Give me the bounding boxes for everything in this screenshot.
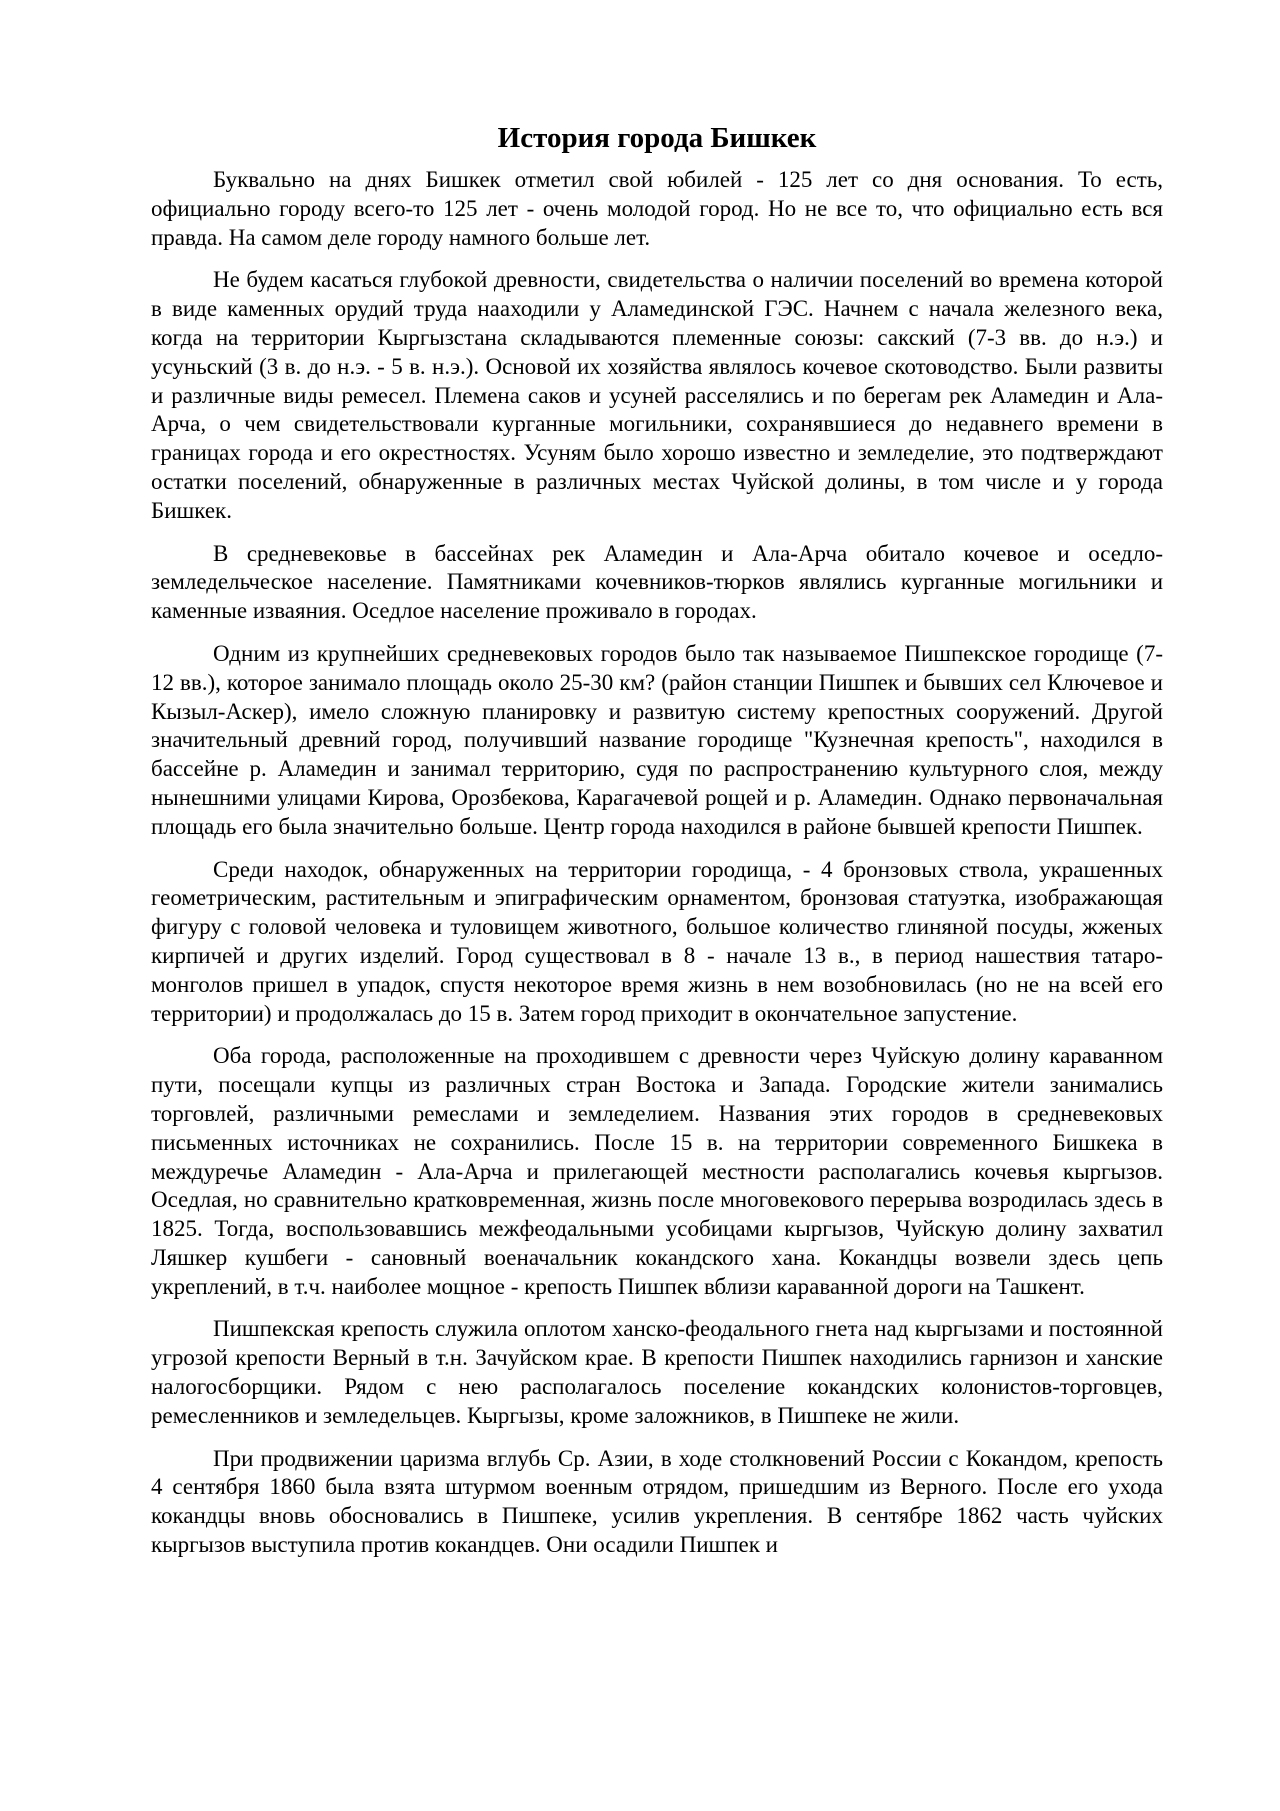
paragraph-3: В средневековье в бассейнах рек Аламедин и Ала-Арча обитало кочевое и оседло-земледельческое население. Памятниками кочевников-тюрков являлись курганные могильники и каменные изваяния. Оседлое население проживало в городах. [151, 540, 1163, 624]
paragraph-6: Оба города, расположенные на проходившем с древности через Чуйскую долину караванном пути, посещали купцы из различных стран Востока и Запада. Городские жители занимались торговлей, различными ремеслами и земледелием. Названия этих городов в средневековых письменных источниках не сохранились. После 15 в. на территории современного Бишкека в междуречье Аламедин - Ала-Арча и прилегающей местности располагались кочевья кыргызов. Оседлая, но сравнительно кратковременная, жизнь после многовекового перерыва возродилась здесь в 1825. Тогда, воспользовавшись межфеодальными усобицами кыргызов, Чуйскую долину захватил Ляшкер кушбеги - сановный военачальник кокандского хана. Кокандцы возвели здесь цепь укреплений, в т.ч. наиболее мощное - крепость Пишпек вблизи караванной дороги на Ташкент. [151, 1043, 1163, 1299]
paragraph-5: Среди находок, обнаруженных на территории городища, - 4 бронзовых ствола, украшенных геометрическим, растительным и эпиграфическим орнаментом, бронзовая статуэтка, изображающая фигуру с головой человека и туловищем животного, большое количество глиняной посуды, жженых кирпичей и других изделий. Город существовал в 8 - начале 13 в., в период нашествия татаро-монголов пришел в упадок, спустя некоторое время жизнь в нем возобновилась (но не на всей его территории) и продолжалась до 15 в. Затем город приходит в окончательное запустение. [151, 856, 1163, 1026]
paragraph-2: Не будем касаться глубокой древности, свидетельства о наличии поселений во времена которой в виде каменных орудий труда нааходили у Аламединской ГЭС. Начнем с начала железного века, когда на территории Кыргызстана складываются племенные союзы: сакский (7-3 вв. до н.э.) и усуньский (3 в. до н.э. - 5 в. н.э.). Основой их хозяйства являлось кочевое скотоводство. Были развиты и различные виды ремесел. Племена саков и усуней расселялись и по берегам рек Аламедин и Ала-Арча, о чем свидетельствовали курганные могильники, сохранявшиеся до недавнего времени в границах города и его окрестностях. Усуням было хорошо известно и земледелие, это подтверждают остатки поселений, обнаруженные в различных местах Чуйской долины, в том числе и у города Бишкек. [151, 267, 1163, 523]
document-body [151, 118, 1163, 1560]
document-title: История города Бишкек [497, 122, 817, 154]
paragraph-4: Одним из крупнейших средневековых городов было так называемое Пишпекское городище (7-12 вв.), которое занимало площадь около 25-30 км? (район станции Пишпек и бывших сел Ключевое и Кызыл-Аскер), имело сложную планировку и развитую систему крепостных сооружений. Другой значительный древний город, получивший название городище "Кузнечная крепость", находился в бассейне р. Аламедин и занимал территорию, судя по распространению культурного слоя, между нынешними улицами Кирова, Орозбекова, Карагачевой рощей и р. Аламедин. Однако первоначальная площадь его была значительно больше. Центр города находился в районе бывшей крепости Пишпек. [151, 640, 1163, 839]
paragraph-7: Пишпекская крепость служила оплотом ханско-феодального гнета над кыргызами и постоянной угрозой крепости Верный в т.н. Зачуйском крае. В крепости Пишпек находились гарнизон и ханские налогосборщики. Рядом с нею располагалось поселение кокандских колонистов-торговцев, ремесленников и земледельцев. Кыргызы, кроме заложников, в Пишпеке не жили. [151, 1316, 1163, 1428]
paragraph-1: Буквально на днях Бишкек отметил свой юбилей - 125 лет со дня основания. То есть, официально городу всего-то 125 лет - очень молодой город. Но не все то, что официально есть вся правда. На самом деле городу намного больше лет. [151, 167, 1163, 250]
paragraph-8: При продвижении царизма вглубь Ср. Азии, в ходе столкновений России с Кокандом, крепость 4 сентября 1860 была взята штурмом военным отрядом, пришедшим из Верного. После его ухода кокандцы вновь обосновались в Пишпеке, усилив укрепления. В сентябре 1862 часть чуйских кыргызов выступила против кокандцев. Они осадили Пишпек и [151, 1445, 1163, 1558]
